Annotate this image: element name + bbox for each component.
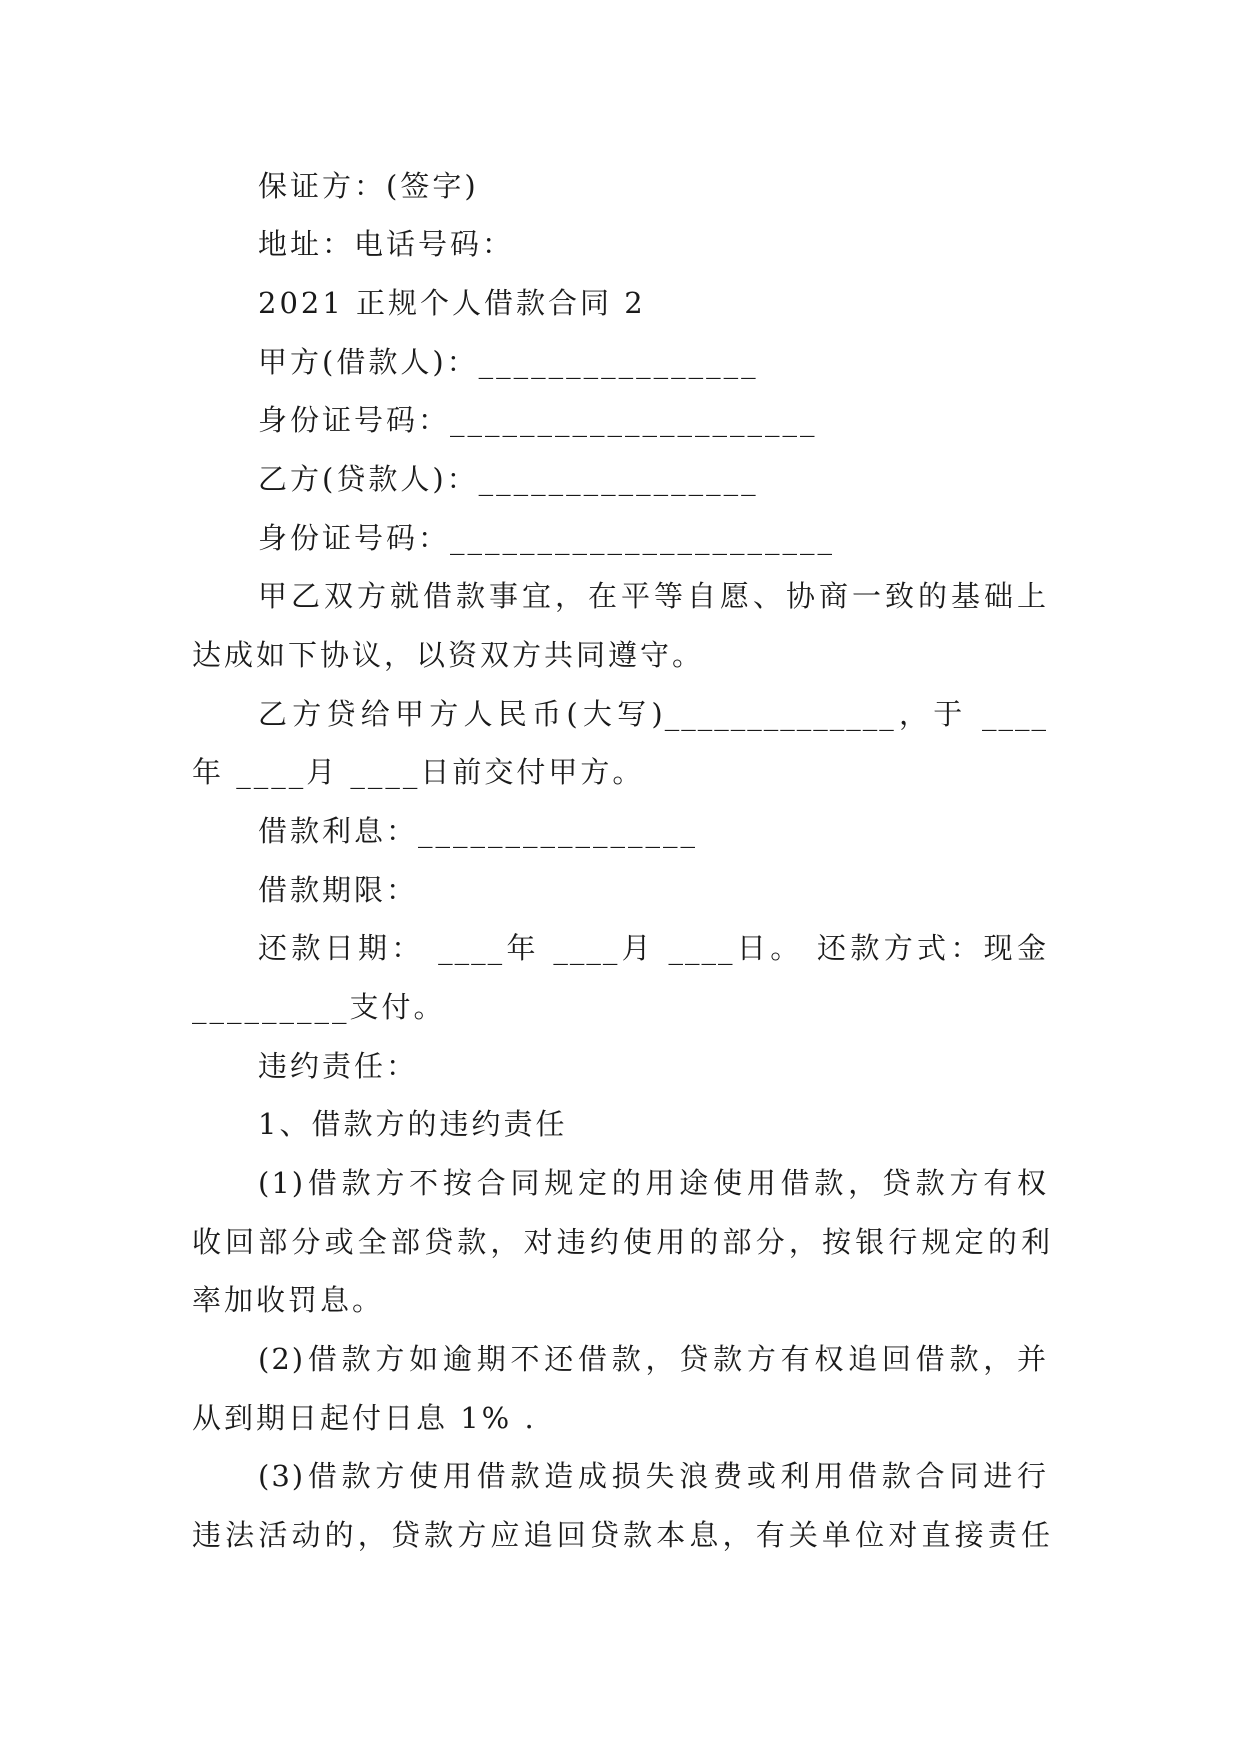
clause-1-line-1: (1)借款方不按合同规定的用途使用借款，贷款方有权 — [258, 1166, 1048, 1200]
loan-interest-line: 借款利息：________________ — [258, 814, 699, 848]
party-b-id-line: 身份证号码：______________________ — [258, 521, 836, 555]
clause-3-line-2: 违法活动的，贷款方应追回贷款本息，有关单位对直接责任 — [192, 1518, 1052, 1552]
loan-amount-line-2: 年 ____月 ____日前交付甲方。 — [192, 755, 645, 789]
repayment-date-line-2: _________支付。 — [192, 990, 446, 1024]
party-a-borrower-line: 甲方(借款人)：________________ — [258, 345, 759, 379]
liability-heading: 违约责任： — [258, 1049, 419, 1083]
party-b-lender-line: 乙方(贷款人)：________________ — [258, 462, 759, 496]
loan-term-line: 借款期限： — [258, 873, 419, 907]
borrower-liability-heading: 1、借款方的违约责任 — [258, 1107, 568, 1141]
clause-2-line-2: 从到期日起付日息 1% . — [192, 1401, 537, 1435]
contract-title: 2021 正规个人借款合同 2 — [258, 286, 646, 320]
guarantor-signature-line: 保证方：(签字) — [258, 169, 479, 203]
clause-1-line-2: 收回部分或全部贷款，对违约使用的部分，按银行规定的利 — [192, 1225, 1052, 1259]
clause-2-line-1: (2)借款方如逾期不还借款，贷款方有权追回借款，并 — [258, 1342, 1048, 1376]
party-a-id-line: 身份证号码：_____________________ — [258, 403, 818, 437]
agreement-intro-line-2: 达成如下协议，以资双方共同遵守。 — [192, 638, 705, 672]
address-phone-line: 地址：电话号码： — [258, 227, 515, 261]
agreement-intro-line-1: 甲乙双方就借款事宜，在平等自愿、协商一致的基础上 — [258, 579, 1048, 613]
loan-amount-line-1: 乙方贷给甲方人民币(大写)______________，于 ____ — [258, 697, 1048, 731]
clause-1-line-3: 率加收罚息。 — [192, 1283, 385, 1317]
repayment-date-line-1: 还款日期： ____年 ____月 ____日。 还款方式：现金 — [258, 931, 1048, 965]
clause-3-line-1: (3)借款方使用借款造成损失浪费或利用借款合同进行 — [258, 1459, 1048, 1493]
